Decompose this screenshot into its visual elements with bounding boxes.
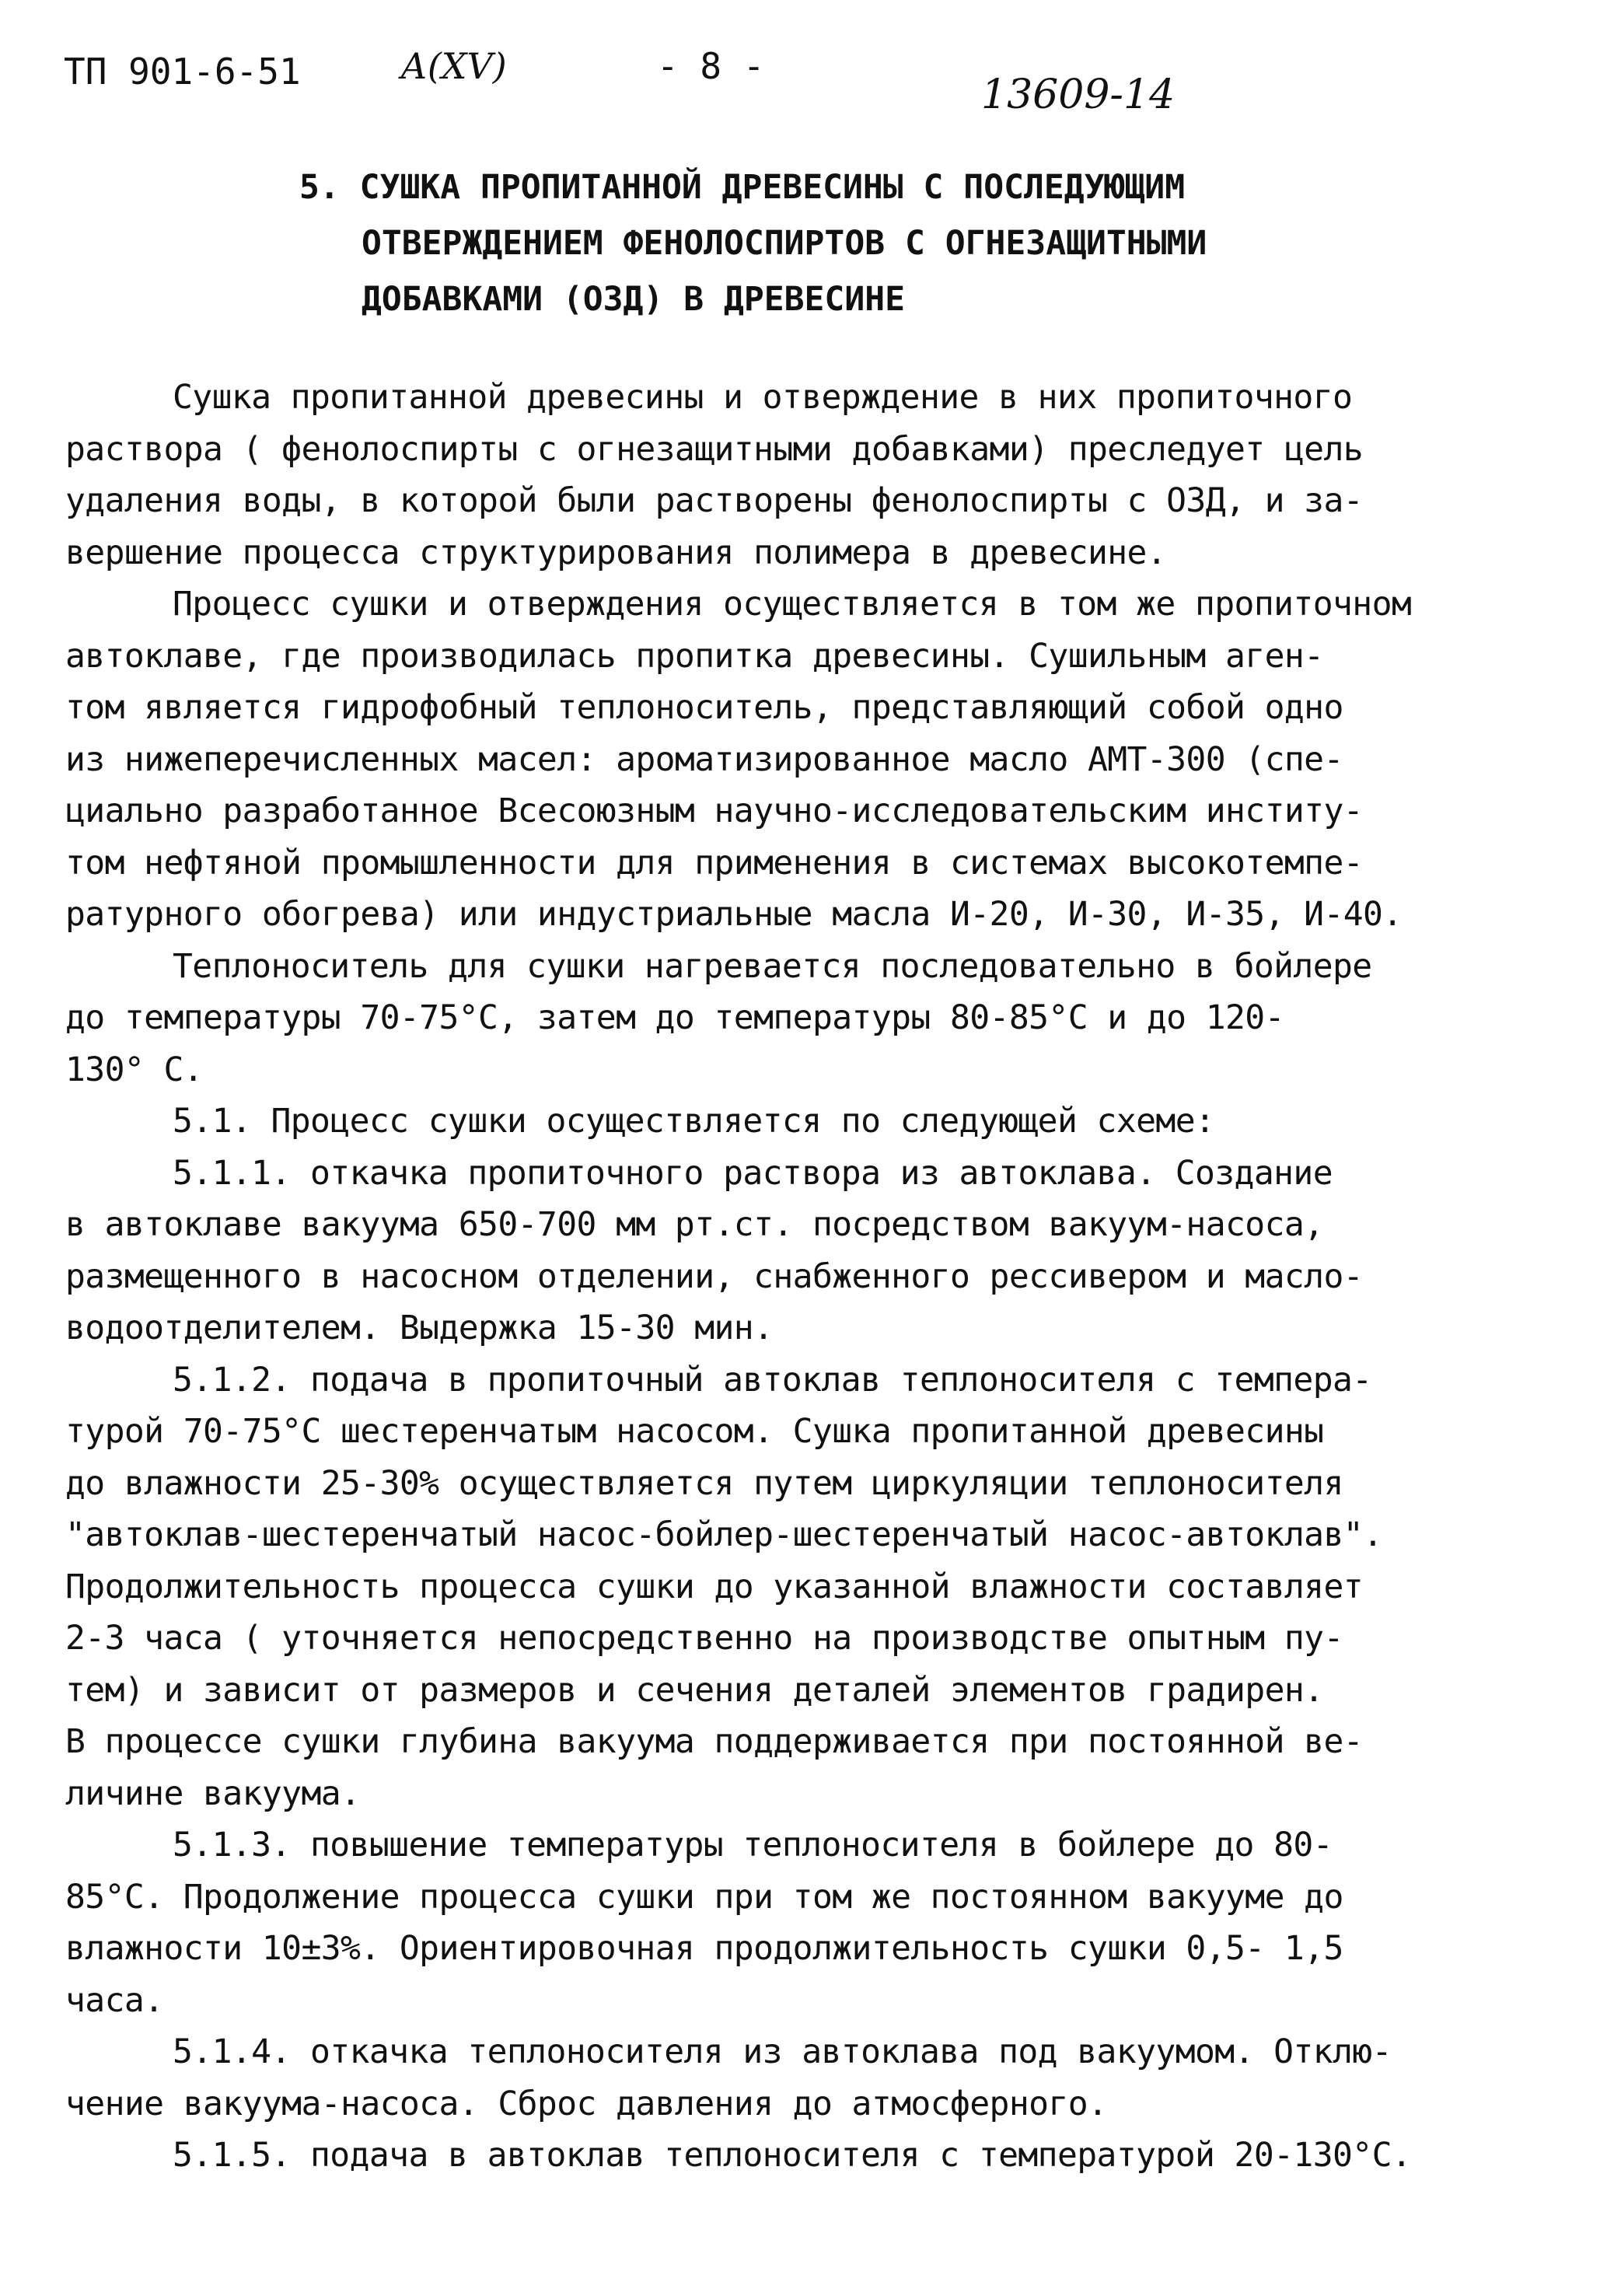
text-line: удаления воды, в которой были растворены фенолоспирты с ОЗД, и за- (65, 481, 1364, 520)
page-number: - 8 - (657, 45, 765, 87)
text-line: Теплоноситель для сушки нагревается последовательно в бойлере (173, 946, 1372, 986)
revision-mark: А(ХV) (400, 45, 507, 87)
text-line: из нижеперечисленных масел: ароматизированное масло АМТ-300 (спе- (65, 739, 1343, 779)
text-line: 85°С. Продолжение процесса сушки при том же постоянном вакууме до (65, 1877, 1343, 1917)
text-line: том является гидрофобный теплоноситель, представляющий собой одно (65, 688, 1343, 727)
text-line: Сушка пропитанной древесины и отверждение в них пропиточного (173, 378, 1353, 417)
section-title-line: ОТВЕРЖДЕНИЕМ ФЕНОЛОСПИРТОВ С ОГНЕЗАЩИТНЫМИ (362, 224, 1207, 263)
text-line: 5.1.3. повышение температуры теплоносителя в бойлере до 80- (173, 1826, 1333, 1864)
text-line: 5.1.2. подача в пропиточный автоклав теплоносителя с темпера- (173, 1360, 1372, 1400)
text-line: в автоклаве вакуума 650-700 мм рт.ст. посредством вакуум-насоса, (65, 1205, 1324, 1244)
text-line: размещенного в насосном отделении, снабженного рессивером и масло- (65, 1256, 1364, 1296)
text-line: вершение процесса структурирования полимера в древесине. (65, 533, 1167, 572)
text-line: 5.1. Процесс сушки осуществляется по следующей схеме: (173, 1102, 1215, 1141)
text-line: турой 70-75°С шестеренчатым насосом. Сушка пропитанной древесины (65, 1412, 1324, 1451)
text-line: 2-3 часа ( уточняется непосредственно на производстве опытным пу- (65, 1619, 1343, 1658)
text-line: раствора ( фенолоспирты с огнезащитными добавками) преследует цель (65, 429, 1364, 469)
text-line: автоклаве, где производилась пропитка древесины. Сушильным аген- (65, 636, 1324, 676)
body-text (65, 372, 1542, 2182)
text-line: Продолжительность процесса сушки до указанной влажности составляет (65, 1567, 1364, 1606)
text-line: Процесс сушки и отверждения осуществляется в том же пропиточном (173, 585, 1412, 624)
text-line: "автоклав-шестеренчатый насос-бойлер-шестеренчатый насос-автоклав". (65, 1515, 1383, 1554)
text-line: личине вакуума. (65, 1774, 361, 1813)
text-line: влажности 10±3%. Ориентировочная продолжительность сушки 0,5- 1,5 (65, 1929, 1343, 1968)
text-line: тем) и зависит от размеров и сечения деталей элементов градирен. (65, 1670, 1324, 1710)
text-line: до температуры 70-75°С, затем до температуры 80-85°С и до 120- (65, 998, 1284, 1037)
text-line: 130° С. (65, 1050, 204, 1089)
section-title-line: ДОБАВКАМИ (ОЗД) В ДРЕВЕСИНЕ (362, 280, 905, 319)
text-line: В процессе сушки глубина вакуума поддерживается при постоянной ве- (65, 1722, 1364, 1761)
text-line: том нефтяной промышленности для применения в системах высокотемпе- (65, 843, 1364, 882)
text-line: 5.1.5. подача в автоклав теплоносителя с температурой 20-130°С. (173, 2136, 1412, 2175)
text-line: 5.1.1. откачка пропиточного раствора из автоклава. Создание (173, 1153, 1333, 1193)
section-title (299, 159, 1543, 327)
text-line: циально разработанное Всесоюзным научно-исследовательским институ- (65, 792, 1364, 830)
text-line: чение вакуума-насоса. Сброс давления до атмосферного. (65, 2084, 1108, 2123)
document-code: ТП 901-6-51 (64, 51, 301, 93)
text-line: водоотделителем. Выдержка 15-30 мин. (65, 1309, 774, 1347)
text-line: до влажности 25-30% осуществляется путем циркуляции теплоносителя (65, 1463, 1343, 1503)
inventory-number: 13609-14 (981, 72, 1176, 118)
section-title-line: 5. СУШКА ПРОПИТАННОЙ ДРЕВЕСИНЫ С ПОСЛЕДУЮЩИМ (299, 168, 1186, 207)
text-line: 5.1.4. откачка теплоносителя из автоклава под вакуумом. Отклю- (173, 2032, 1392, 2071)
text-line: часа. (65, 1980, 164, 2020)
text-line: ратурного обогрева) или индустриальные масла И-20, И-30, И-35, И-40. (65, 895, 1403, 934)
